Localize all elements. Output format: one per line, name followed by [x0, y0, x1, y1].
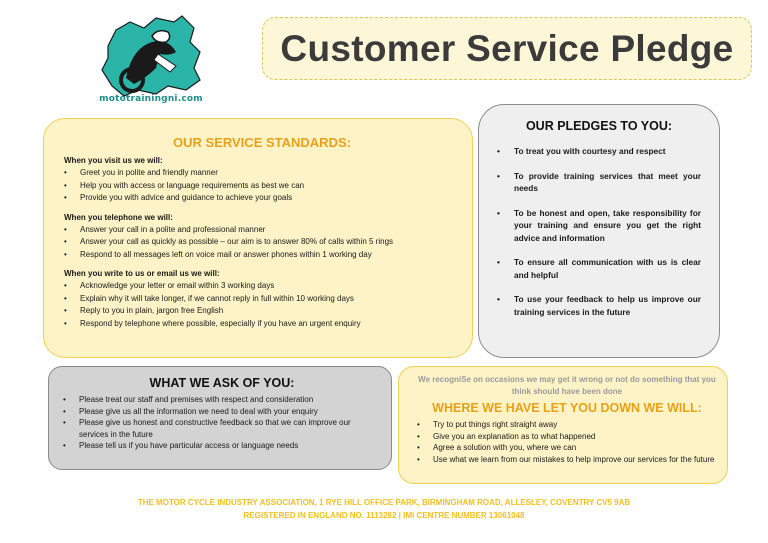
list-item: • Give you an explanation as to what happened — [417, 431, 717, 443]
motorcycle-map-logo-icon — [86, 8, 216, 108]
list-item: • To use your feedback to help us improve our training services in the future — [497, 293, 701, 318]
page-title: Customer Service Pledge — [280, 27, 734, 69]
let-you-down-panel — [398, 366, 728, 484]
service-standards-panel — [43, 118, 473, 358]
let-you-down-heading: WHERE WE HAVE LET YOU DOWN WE WILL: — [432, 401, 702, 415]
list-item: • To treat you with courtesy and respect — [497, 145, 701, 158]
list-item: • Help you with access or language requirements as best we can — [64, 180, 460, 193]
list-item: • To ensure all communication with us is clear and helpful — [497, 256, 701, 281]
what-we-ask-list — [63, 394, 381, 452]
list-item: • To provide training services that meet your needs — [497, 170, 701, 195]
pledges-panel — [478, 104, 720, 358]
list-item: • Please treat our staff and premises with respect and consideration — [63, 394, 381, 406]
list-item: • Respond to all messages left on voice mail or answer phones within 1 working day — [64, 249, 460, 262]
list-item: • Explain why it will take longer, if we cannot reply in full within 10 working days — [64, 293, 460, 306]
list-item: • Provide you with advice and guidance to achieve your goals — [64, 192, 460, 205]
list-item: • Answer your call in a polite and professional manner — [64, 224, 460, 237]
list-item: • Reply to you in plain, jargon free English — [64, 305, 460, 318]
list-item: • Answer your call as quickly as possible – our aim is to answer 80% of calls within 5 rings — [64, 236, 460, 249]
list-item: • Use what we learn from our mistakes to help improve our services for the future — [417, 454, 717, 466]
list-item: • Please give us all the information we need to deal with your enquiry — [63, 406, 381, 418]
list-item: • Try to put things right straight away — [417, 419, 717, 431]
list-item: • Please give us honest and constructive feedback so that we can improve our services in the future — [63, 417, 381, 440]
pledges-list — [497, 145, 701, 318]
footer-registration: REGISTERED IN ENGLAND NO. 1113282 | IMI CENTRE NUMBER 13061048 — [243, 510, 525, 520]
visit-list — [64, 167, 460, 205]
list-item: • Respond by telephone where possible, especially if you have an urgent enquiry — [64, 318, 460, 331]
write-heading: When you write to us or email us we will: — [64, 269, 220, 278]
let-you-down-intro: We recogniSe on occasions we may get it wrong or not do something that you think should have been done — [418, 375, 716, 396]
what-we-ask-panel — [48, 366, 392, 470]
title-banner — [262, 17, 752, 80]
logo-text: mototrainingni.com — [99, 94, 203, 104]
telephone-heading: When you telephone we will: — [64, 212, 173, 222]
logo — [86, 8, 216, 108]
service-standards-heading: OUR SERVICE STANDARDS: — [173, 135, 351, 150]
footer-address: THE MOTOR CYCLE INDUSTRY ASSOCIATION, 1 RYE HILL OFFICE PARK, BIRMINGHAM ROAD, ALLESLEY, COVENTRY CV5 9AB — [137, 498, 631, 507]
write-list — [64, 280, 460, 330]
what-we-ask-heading: WHAT WE ASK OF YOU: — [149, 376, 295, 390]
telephone-list — [64, 224, 460, 262]
footer — [0, 497, 768, 522]
visit-heading: When you visit us we will: — [64, 156, 163, 165]
pledges-heading: OUR PLEDGES TO YOU: — [525, 119, 673, 133]
list-item: • Please tell us if you have particular access or language needs — [63, 440, 381, 452]
list-item: • Greet you in polite and friendly manner — [64, 167, 460, 180]
list-item: • Agree a solution with you, where we can — [417, 442, 717, 454]
list-item: • Acknowledge your letter or email within 3 working days — [64, 280, 460, 293]
let-you-down-list — [417, 419, 717, 465]
list-item: • To be honest and open, take responsibility for your training and ensure you get the right advice and information — [497, 207, 701, 245]
